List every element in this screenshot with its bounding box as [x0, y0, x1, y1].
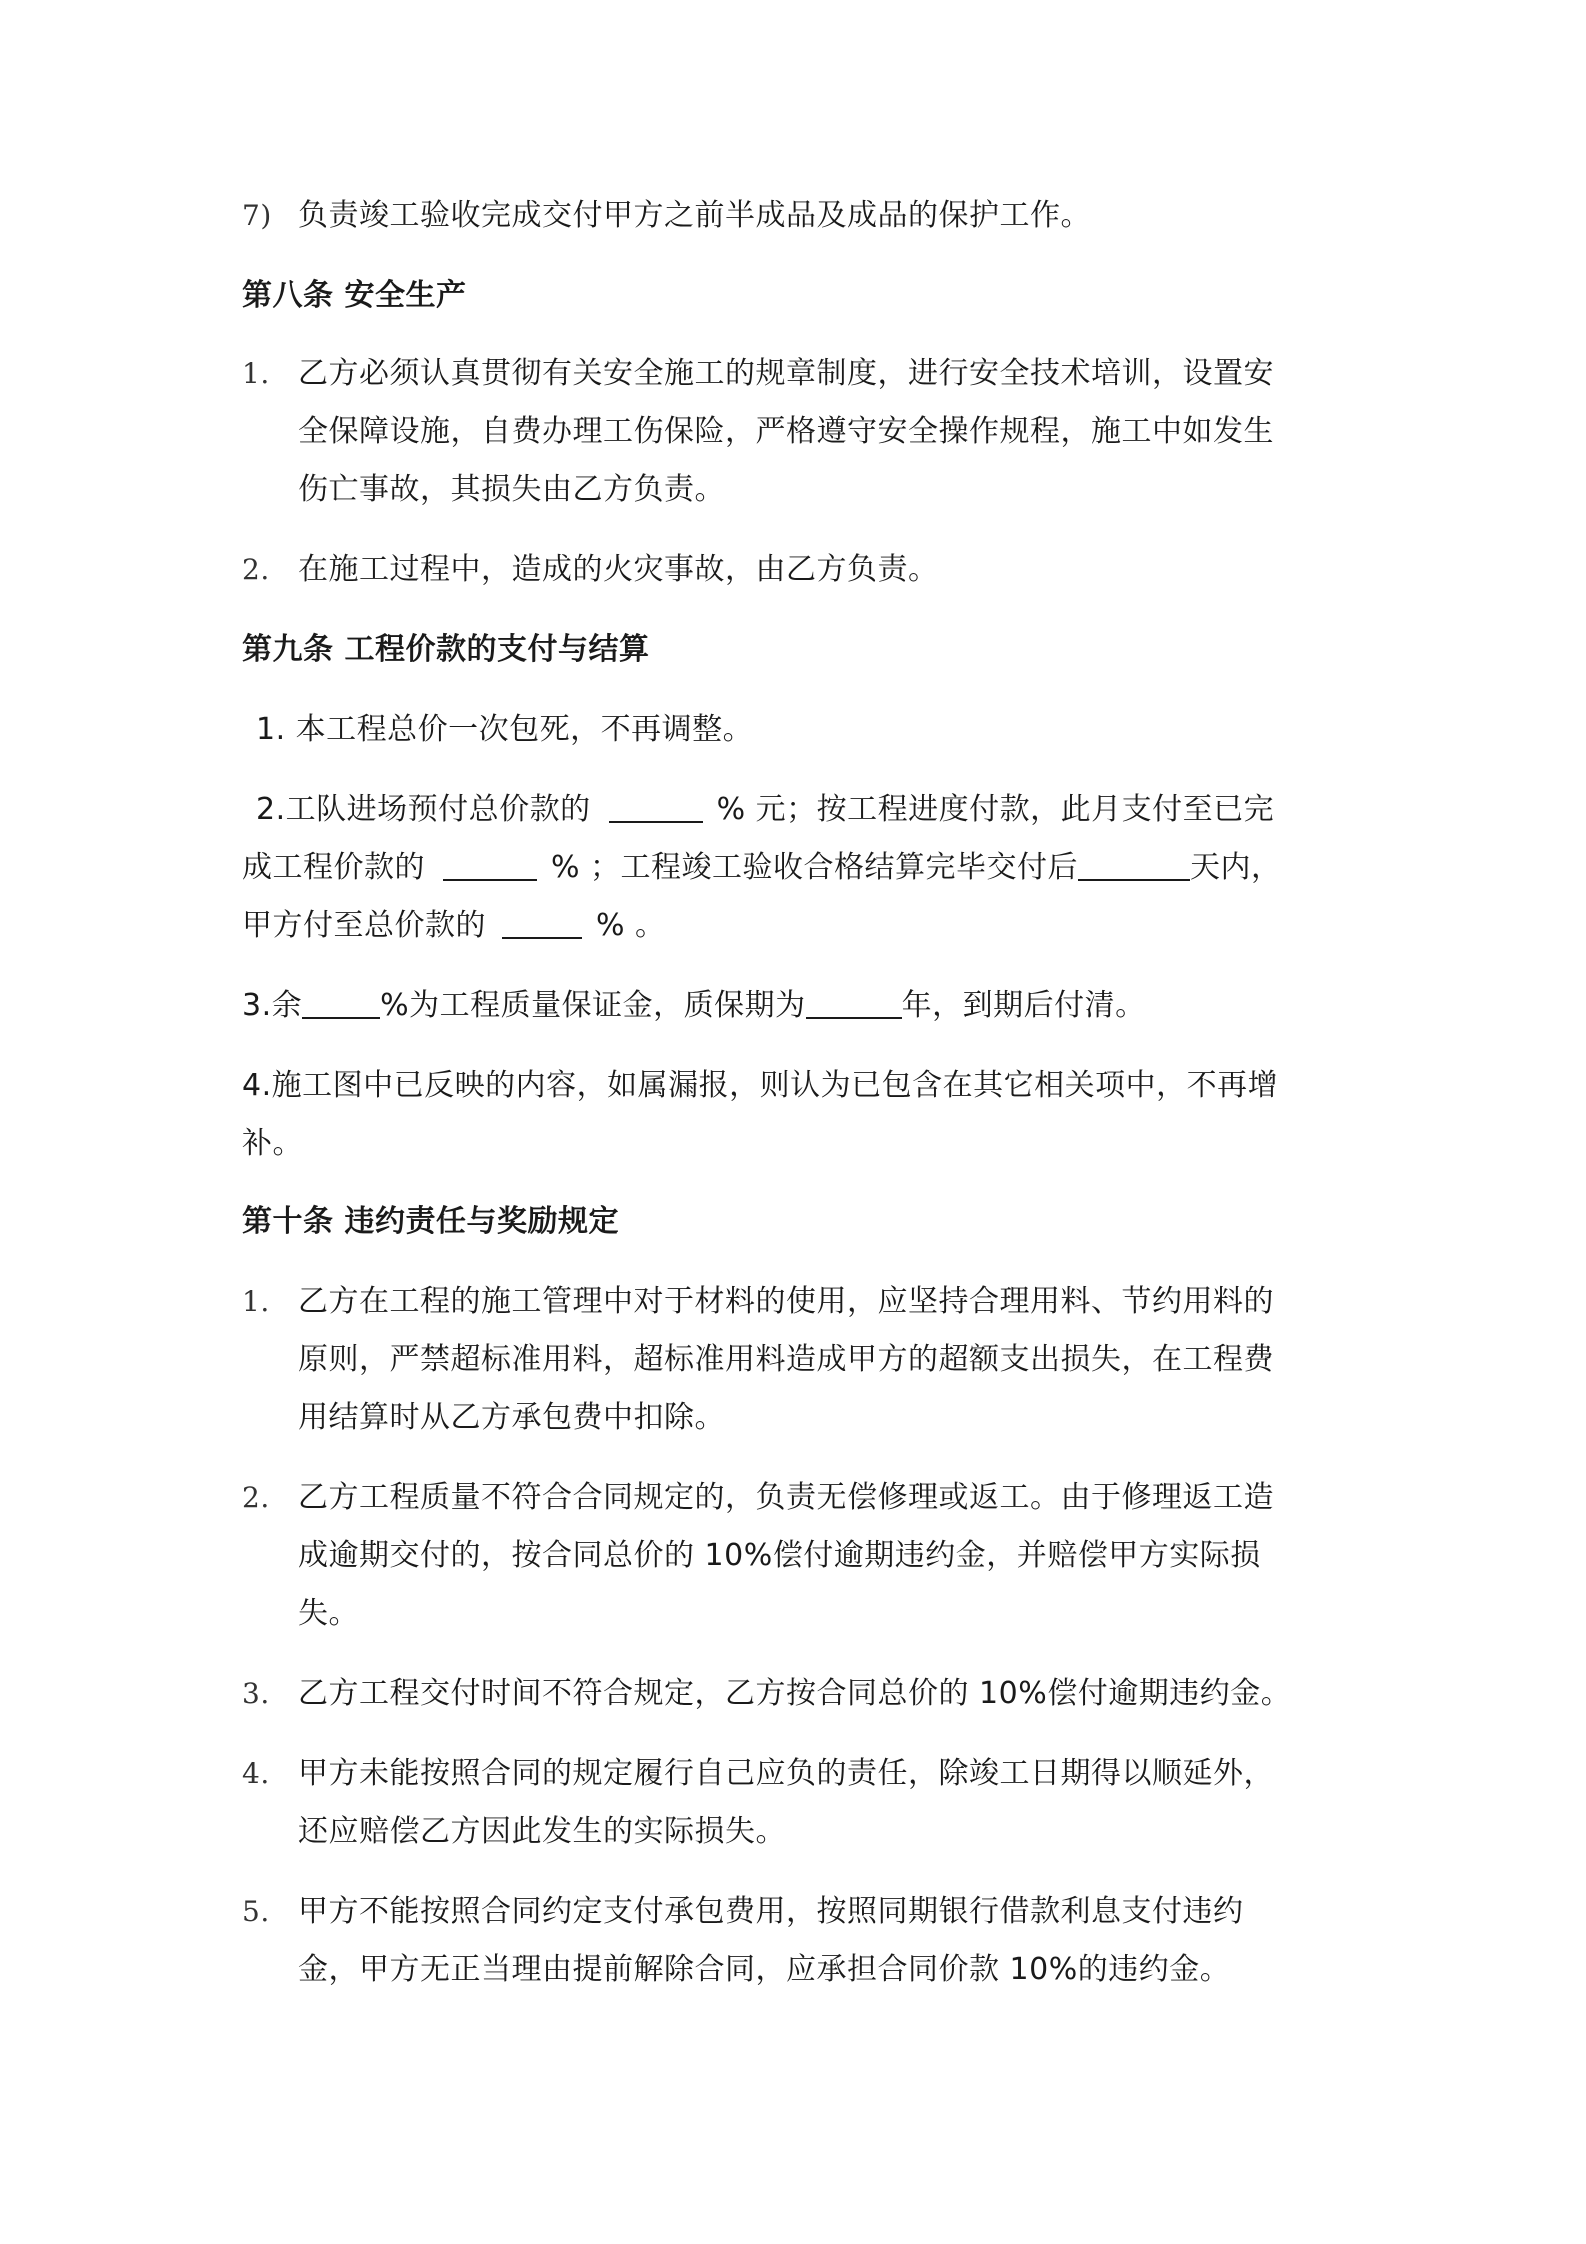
article-9-paragraph-2-line-3 — [242, 906, 666, 946]
list-number: 1. — [242, 1285, 270, 1318]
article-10-heading: 第十条 违约责任与奖励规定 — [242, 1204, 619, 1239]
list-item-text: 负责竣工验收完成交付甲方之前半成品及成品的保护工作。 — [298, 198, 1091, 233]
blank-days — [1078, 849, 1190, 881]
article-8-heading: 第八条 安全生产 — [242, 278, 467, 313]
article-9-paragraph-1: 1. 本工程总价一次包死，不再调整。 — [256, 712, 754, 747]
article-10-item-4-line-1 — [242, 1754, 1274, 1794]
article-10-item-1-line-1 — [242, 1282, 1274, 1322]
list-number: 2. — [242, 1481, 270, 1514]
list-item-text: 乙方工程交付时间不符合规定，乙方按合同总价的 10%偿付逾期违约金。 — [298, 1676, 1292, 1711]
article-9-paragraph-4-line-1: 4.施工图中已反映的内容，如属漏报，则认为已包含在其它相关项中，不再增 — [242, 1068, 1279, 1103]
paragraph-text: 3.余 — [242, 988, 303, 1023]
paragraph-text: % 。 — [596, 908, 666, 943]
article-10-item-3 — [242, 1674, 1291, 1714]
article-10-item-2-line-3: 失。 — [298, 1596, 359, 1631]
list-number: 3. — [242, 1677, 270, 1710]
article-9-paragraph-4-line-2: 补。 — [242, 1126, 303, 1161]
paragraph-text: %为工程质量保证金，质保期为 — [380, 988, 806, 1023]
article-10-item-2-line-2: 成逾期交付的，按合同总价的 10%偿付逾期违约金，并赔偿甲方实际损 — [298, 1538, 1261, 1573]
article-9-paragraph-2-line-2 — [242, 848, 1282, 888]
article-10-item-5-line-2: 金，甲方无正当理由提前解除合同，应承担合同价款 10%的违约金。 — [298, 1952, 1231, 1987]
blank-warranty-years — [806, 987, 902, 1019]
blank-final-percent — [502, 907, 582, 939]
list-item-text: 甲方未能按照合同的规定履行自己应负的责任，除竣工日期得以顺延外， — [298, 1756, 1274, 1791]
article-8-item-2 — [242, 550, 939, 590]
list-number: 4. — [242, 1757, 270, 1790]
list-item-text: 甲方不能按照合同约定支付承包费用，按照同期银行借款利息支付违约 — [298, 1894, 1244, 1929]
article-8-item-1-line-3: 伤亡事故，其损失由乙方负责。 — [298, 472, 725, 507]
blank-progress-percent — [443, 849, 537, 881]
blank-prepay-percent — [609, 791, 703, 823]
list-item-text: 乙方在工程的施工管理中对于材料的使用，应坚持合理用料、节约用料的 — [298, 1284, 1274, 1319]
article-10-item-4-line-2: 还应赔偿乙方因此发生的实际损失。 — [298, 1814, 786, 1849]
list-number: 1. — [242, 357, 270, 390]
blank-warranty-percent — [302, 987, 380, 1019]
paragraph-text: % ；工程竣工验收合格结算完毕交付后 — [551, 850, 1079, 885]
list-item-text: 在施工过程中，造成的火灾事故，由乙方负责。 — [298, 552, 939, 587]
paragraph-text: 年，到期后付清。 — [901, 988, 1146, 1023]
article-10-item-5-line-1 — [242, 1892, 1244, 1932]
paragraph-text: 成工程价款的 — [242, 850, 425, 885]
article-10-item-1-line-3: 用结算时从乙方承包费中扣除。 — [298, 1400, 725, 1435]
paragraph-text: 天内， — [1190, 850, 1282, 885]
article-8-item-1-line-2: 全保障设施，自费办理工伤保险，严格遵守安全操作规程，施工中如发生 — [298, 414, 1274, 449]
list-item-text: 乙方必须认真贯彻有关安全施工的规章制度，进行安全技术培训，设置安 — [298, 356, 1274, 391]
paragraph-text: 甲方付至总价款的 — [242, 908, 486, 943]
article-10-item-1-line-2: 原则，严禁超标准用料，超标准用料造成甲方的超额支出损失，在工程费 — [298, 1342, 1274, 1377]
paragraph-text: 2.工队进场预付总价款的 — [256, 792, 591, 827]
list-item-text: 乙方工程质量不符合合同规定的，负责无偿修理或返工。由于修理返工造 — [298, 1480, 1274, 1515]
paragraph-text: % 元；按工程进度付款，此月支付至已完 — [716, 792, 1275, 827]
list-number: 5. — [242, 1895, 270, 1928]
article-8-item-1-line-1 — [242, 354, 1274, 394]
list-number: 7) — [242, 199, 272, 232]
article-10-item-2-line-1 — [242, 1478, 1274, 1518]
list-item-7 — [242, 196, 1091, 236]
list-number: 2. — [242, 553, 270, 586]
article-9-heading: 第九条 工程价款的支付与结算 — [242, 632, 650, 667]
article-9-paragraph-3 — [242, 986, 1146, 1026]
article-9-paragraph-2-line-1 — [256, 790, 1274, 830]
